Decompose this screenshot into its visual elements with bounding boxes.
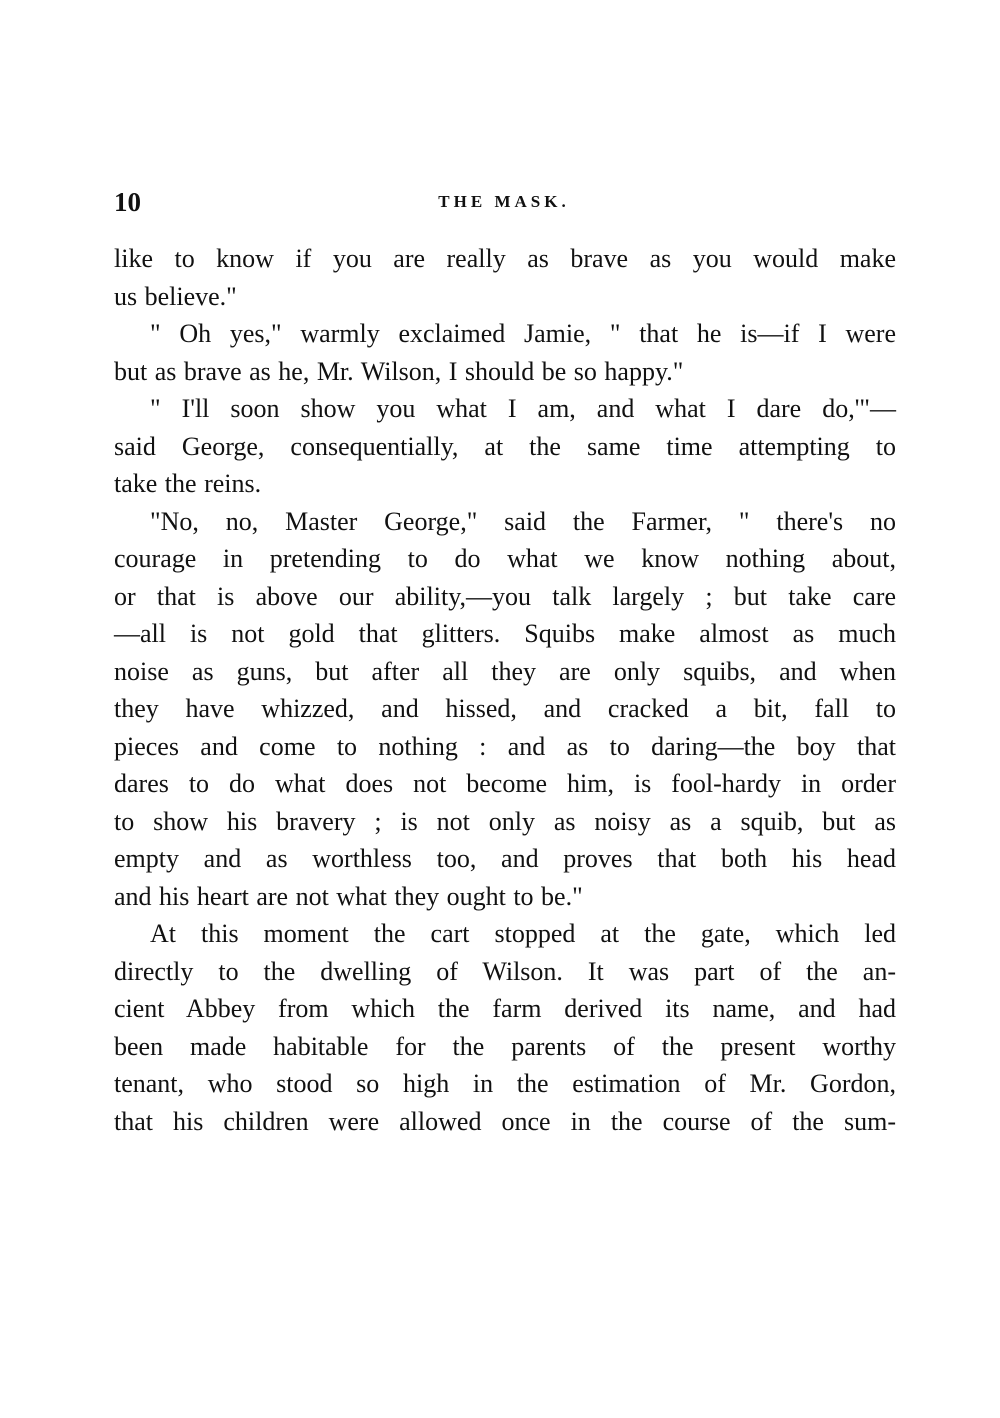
text-line: " Oh yes," warmly exclaimed Jamie, " that he is—if I were bbox=[150, 319, 896, 348]
text-line: but as brave as he, Mr. Wilson, I should be so happy." bbox=[114, 356, 684, 386]
text-line: like to know if you are really as brave as you would make bbox=[114, 244, 896, 273]
text-line: or that is above our ability,—you talk largely ; but take care bbox=[114, 581, 896, 611]
text-line: directly to the dwelling of Wilson. It was part of the an- bbox=[114, 956, 896, 986]
text-line: dares to do what does not become him, is fool-hardy in order bbox=[114, 769, 896, 798]
text-line: pieces and come to nothing : and as to daring—the boy that bbox=[114, 731, 896, 761]
text-line: that his children were allowed once in the course of the sum- bbox=[114, 1106, 896, 1136]
text-line: us believe." bbox=[114, 281, 237, 311]
text-line: to show his bravery ; is not only as noisy as a squib, but as bbox=[114, 806, 896, 836]
text-line: said George, consequentially, at the same time attempting to bbox=[114, 431, 896, 461]
page-number: 10 bbox=[114, 187, 141, 217]
text-line: noise as guns, but after all they are only squibs, and when bbox=[114, 656, 896, 686]
body-text bbox=[114, 240, 896, 1140]
text-line: " I'll soon show you what I am, and what I dare do,'"— bbox=[150, 394, 896, 423]
text-line: and his heart are not what they ought to be." bbox=[114, 881, 583, 911]
text-line: tenant, who stood so high in the estimation of Mr. Gordon, bbox=[114, 1069, 896, 1098]
text-line: —all is not gold that glitters. Squibs make almost as much bbox=[114, 619, 896, 648]
text-line: At this moment the cart stopped at the gate, which led bbox=[150, 919, 896, 948]
text-line: empty and as worthless too, and proves that both his head bbox=[114, 844, 896, 873]
text-line: courage in pretending to do what we know nothing about, bbox=[114, 544, 896, 573]
running-head bbox=[114, 184, 896, 220]
text-line: cient Abbey from which the farm derived its name, and had bbox=[114, 994, 896, 1023]
running-title: THE MASK. bbox=[438, 192, 570, 211]
text-line: they have whizzed, and hissed, and cracked a bit, fall to bbox=[114, 694, 896, 723]
text-line: been made habitable for the parents of the present worthy bbox=[114, 1031, 896, 1061]
text-line: "No, no, Master George," said the Farmer, " there's no bbox=[150, 506, 896, 536]
text-line: take the reins. bbox=[114, 469, 262, 498]
